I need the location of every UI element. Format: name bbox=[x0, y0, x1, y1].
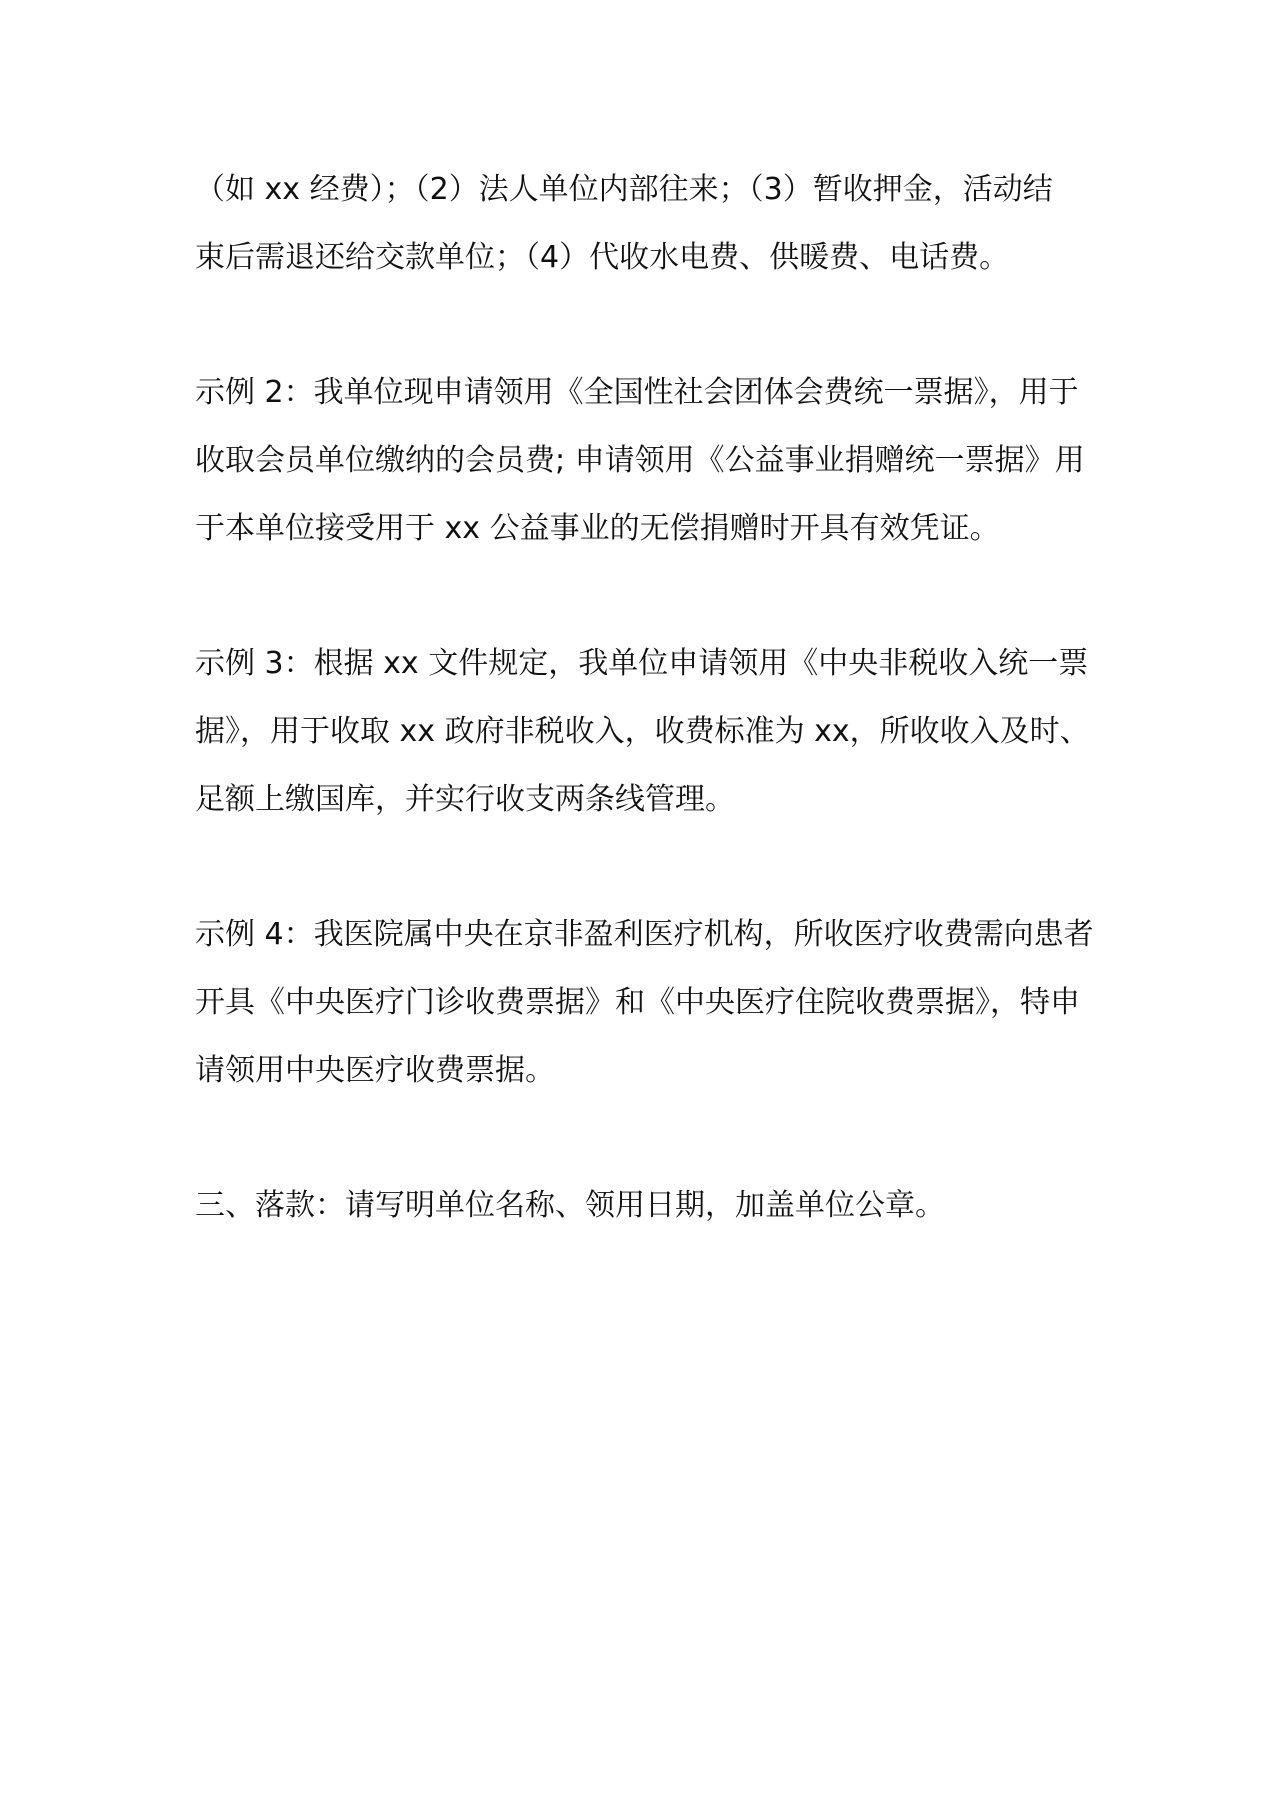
text-line: 三、落款：请写明单位名称、领用日期，加盖单位公章。 bbox=[195, 1188, 945, 1223]
text-line: 束后需退还给交款单位；（4）代收水电费、供暖费、电话费。 bbox=[195, 240, 1010, 275]
text-line: 示例 4：我医院属中央在京非盈利医疗机构，所收医疗收费需向患者 bbox=[195, 917, 1094, 952]
text-line: 于本单位接受用于 xx 公益事业的无偿捐赠时开具有效凭证。 bbox=[195, 511, 1000, 546]
paragraph-example-3 bbox=[195, 630, 1095, 834]
paragraph-example-4 bbox=[195, 901, 1095, 1105]
paragraph-example-2 bbox=[195, 359, 1095, 563]
text-line: 请领用中央医疗收费票据。 bbox=[195, 1053, 555, 1088]
paragraph-fee-categories bbox=[195, 156, 1095, 292]
text-line: 示例 2：我单位现申请领用《全国性社会团体会费统一票据》，用于 bbox=[195, 375, 1079, 410]
text-line: （如 xx 经费）；（2）法人单位内部往来；（3）暂收押金，活动结 bbox=[195, 172, 1053, 207]
text-line: 收取会员单位缴纳的会员费; 申请领用《公益事业捐赠统一票据》用 bbox=[195, 443, 1085, 478]
text-line: 据》，用于收取 xx 政府非税收入，收费标准为 xx，所收收入及时、 bbox=[195, 714, 1090, 749]
text-line: 开具《中央医疗门诊收费票据》和《中央医疗住院收费票据》，特申 bbox=[195, 985, 1080, 1020]
paragraph-signature-section bbox=[195, 1172, 1095, 1240]
text-line: 示例 3：根据 xx 文件规定，我单位申请领用《中央非税收入统一票 bbox=[195, 646, 1089, 681]
document-page bbox=[195, 156, 1095, 1307]
text-line: 足额上缴国库，并实行收支两条线管理。 bbox=[195, 782, 735, 817]
